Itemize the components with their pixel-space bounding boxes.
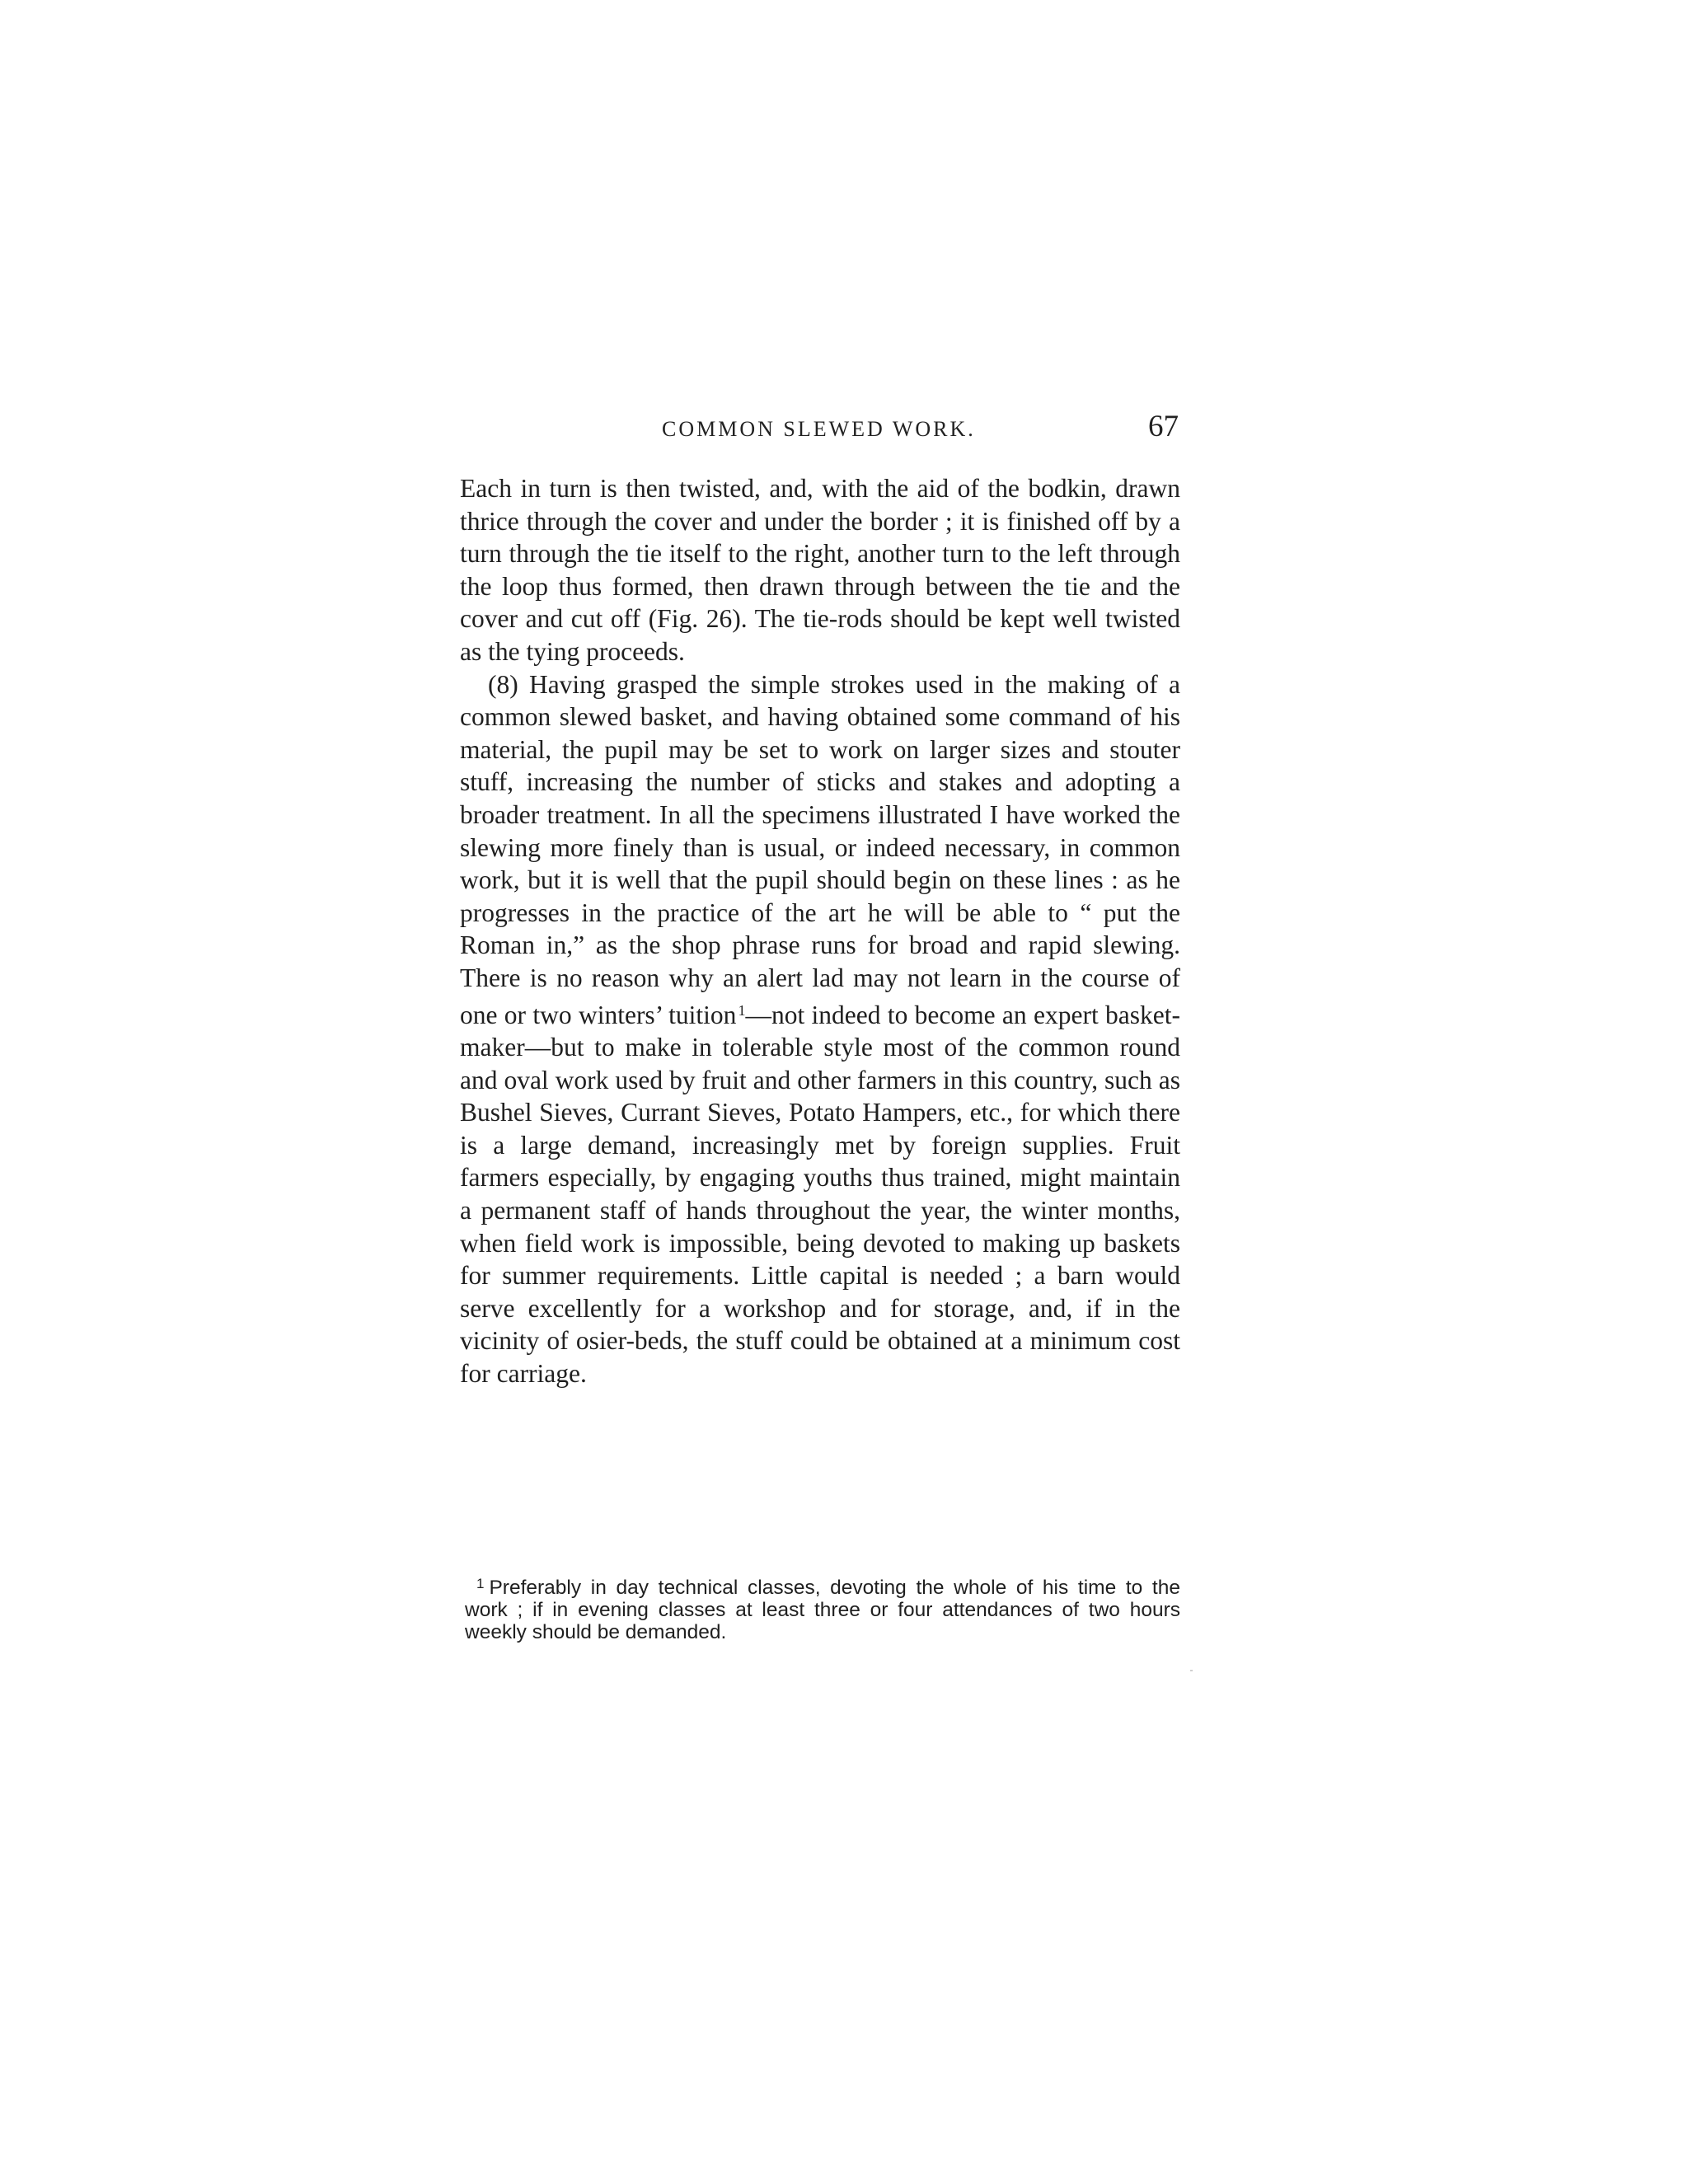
- body-text: [460, 472, 1180, 1390]
- page-header: [460, 405, 1185, 452]
- paragraph: [460, 668, 1180, 1390]
- paragraph-text-continued: —not indeed to become an expert basket-maker—but to make in tolerable style most of the common round and oval work used by fruit and other farmers in this country, such as Bushel Sieves, Currant Sieves, Potato Hampers, etc., for which there is a large demand, increasingly met by foreign supplies. Fruit farmers especially, by engaging youths thus trained, might maintain a permanent staff of hands throughout the year, the winter months, when field work is impossible, being devoted to making up baskets for summer requirements. Little capital is needed ; a barn would serve excellently for a workshop and for storage, and, if in the vicinity of osier-beds, the stuff could be obtained at a minimum cost for carriage.: [460, 1000, 1180, 1389]
- footnote: [465, 1572, 1180, 1643]
- footnote-marker: 1: [476, 1576, 485, 1591]
- footnote-reference: 1: [738, 1001, 746, 1019]
- page-number: 67: [1148, 410, 1179, 443]
- paragraph-text: (8) Having grasped the simple strokes used in the making of a common slewed basket, and having obtained some command of his material, the pupil may be set to work on larger sizes and stouter stuff, increasing the number of sticks and stakes and adopting a broader treatment. In all the specimens illustrated I have worked the slewing more finely than is usual, or indeed necessary, in common work, but it is well that the pupil should begin on these lines : as he progresses in the practice of the art he will be able to “ put the Roman in,” as the shop phrase runs for broad and rapid slewing. There is no reason why an alert lad may not learn in the course of one or two winters’ tuition: [460, 669, 1180, 1029]
- footnote-text: Preferably in day technical classes, devoting the whole of his time to the work ; if in evening classes at least three or four attendances of two hours weekly should be demanded.: [465, 1577, 1180, 1643]
- running-head: COMMON SLEWED WORK.: [662, 417, 976, 441]
- paragraph: [460, 472, 1180, 668]
- scan-speck: [1190, 1670, 1193, 1671]
- paragraph-text: Each in turn is then twisted, and, with the aid of the bodkin, drawn thrice through the cover and under the border ; it is finished off by a turn through the tie itself to the right, another turn to the left through the loop thus formed, then drawn through between the tie and the cover and cut off (Fig. 26). The tie-rods should be kept well twisted as the tying proceeds.: [460, 474, 1180, 666]
